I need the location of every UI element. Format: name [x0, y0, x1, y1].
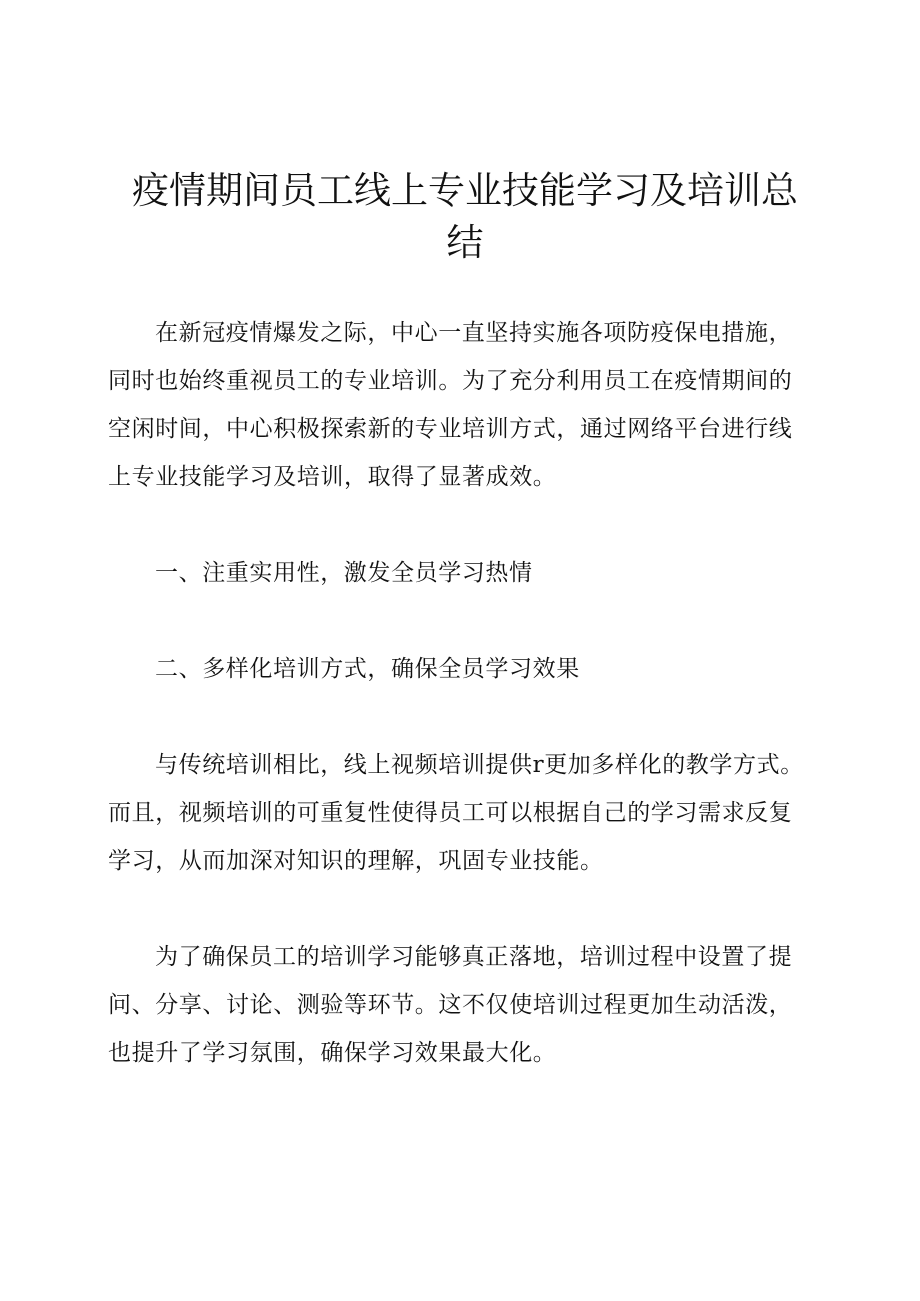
document-title: 疫情期间员工线上专业技能学习及培训总结	[132, 169, 798, 264]
section-2-paragraph-1: 与传统培训相比，线上视频培训提供r更加多样化的教学方式。而且，视频培训的可重复性使得员工可以根据自己的学习需求反复学习，从而加深对知识的理解，巩固专业技能。	[108, 752, 804, 874]
intro-paragraph: 在新冠疫情爆发之际，中心一直坚持实施各项防疫保电措施，同时也始终重视员工的专业培训。为了充分利用员工在疫情期间的空闲时间，中心积极探索新的专业培训方式，通过网络平台进行线上专业技能学习及培训，取得了显著成效。	[108, 320, 793, 490]
section-2-paragraph-2: 为了确保员工的培训学习能够真正落地，培训过程中设置了提问、分享、讨论、测验等环节。这不仅使培训过程更加生动活泼，也提升了学习氛围，确保学习效果最大化。	[108, 944, 793, 1066]
section-2-heading: 二、多样化培训方式，确保全员学习效果	[155, 656, 580, 682]
section-1-heading: 一、注重实用性，激发全员学习热情	[155, 560, 533, 586]
